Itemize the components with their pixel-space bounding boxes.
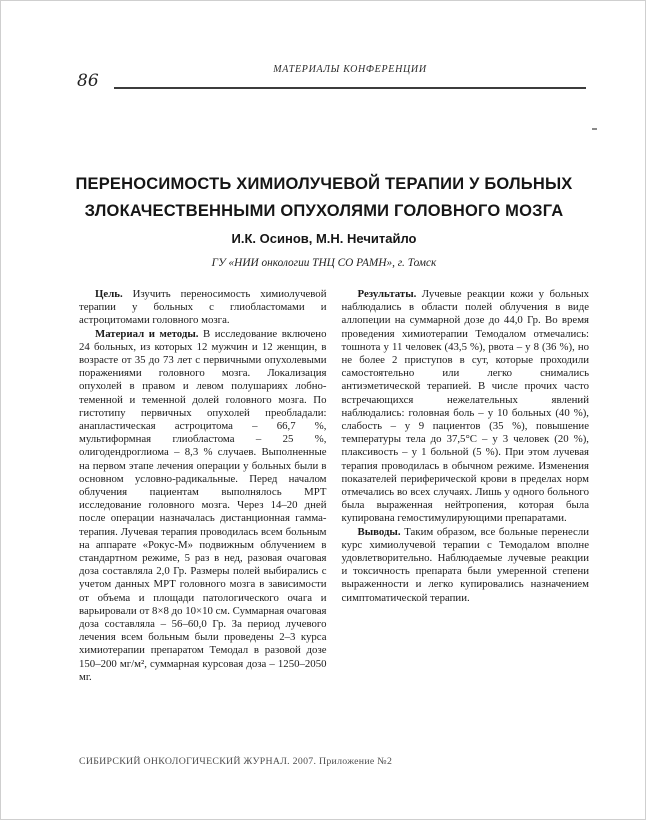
paragraph-conclusions [342, 526, 590, 605]
paragraph-goal-text: Изучить переносимость химиолучевой терапии у больных с глиобластомами и астроцитомами головного мозга. [79, 288, 327, 327]
scan-artifact-mark [592, 128, 597, 130]
article-body [79, 288, 589, 686]
paragraph-goal-lead: Цель. [95, 288, 123, 300]
article-affiliation: ГУ «НИИ онкологии ТНЦ СО РАМН», г. Томск [211, 257, 437, 269]
paragraph-conclusions-lead: Выводы. [357, 525, 401, 538]
paragraph-results [342, 288, 590, 526]
paragraph-results-text: Лучевые реакции кожи у больных наблюдались в области полей облучения в виде аллопеции на суммарной дозе до 44,0 Гр. Во время проведения химиотерапии Темодалом отмечались: тошнота у 11 человек (43,5 %), рвота – у 8 (36 %), но не более 2 приступов в сут, которые проходили самостоятельно или легко снимались антиэметической терапией. В числе прочих часто встречающихся нежелательных явлений наблюдались: головная боль – у 10 больных (40 %), слабость – у 9 пациентов (35 %), повышение температуры тела до 37,5°C – у 3 человек (20 %), плаксивость – у 1 больной (5 %). При этом лучевая терапия проводилась в обычном режиме. Изменения показателей периферической крови в пределах норм отмечались во всех случаях. Лишь у одного больного была выраженная нейтропения, которая была купирована гемостимулирующими препаратами. [341, 288, 589, 525]
paragraph-materials-methods-lead: Материал и методы. [95, 327, 199, 340]
paragraph-conclusions-text: Таким образом, все больные перенесли курс химиолучевой терапии с Темодалом вполне удовлетворительно. Наблюдаемые лучевые реакции и токсичность препарата были умеренной степени выраженности и легко купировались назначением симптоматической терапии. [341, 525, 589, 604]
journal-footer: СИБИРСКИЙ ОНКОЛОГИЧЕСКИЙ ЖУРНАЛ. 2007. Приложение №2 [79, 756, 393, 767]
header-rule [114, 87, 586, 89]
article-authors: И.К. Осинов, М.Н. Нечитайло [231, 231, 417, 246]
article-title-line-2: ЗЛОКАЧЕСТВЕННЫМИ ОПУХОЛЯМИ ГОЛОВНОГО МОЗГА [84, 202, 564, 220]
paragraph-results-lead: Результаты. [357, 288, 417, 300]
running-head: МАТЕРИАЛЫ КОНФЕРЕНЦИИ [273, 64, 427, 75]
paragraph-materials-methods [79, 328, 327, 684]
article-title-line-1: ПЕРЕНОСИМОСТЬ ХИМИОЛУЧЕВОЙ ТЕРАПИИ У БОЛЬНЫХ [75, 175, 573, 193]
page-number: 86 [77, 71, 99, 91]
paragraph-goal [79, 288, 327, 328]
paragraph-materials-methods-text: В исследование включено 24 больных, из которых 12 мужчин и 12 женщин, в возрасте от 35 до 73 лет с первичными опухолевыми поражениями головного мозга. Локализация опухолей в правом и левом полушариях лобно-теменной и теменной долей головного мозга. По гистотипу первичных опухолей преобладали: анапластическая астроцитома – 66,7 %, мультиформная глиобластома – 25 %, олигодендроглиома – 8,3 % случаев. Выполненные на первом этапе лечения операции у больных были в основном условно-радикальные. Перед началом облучения пациентам выполнялось МРТ исследование головного мозга. Через 14–20 дней после операции назначалась дистанционная гамма-терапия. Лучевая терапия проводилась всем больным на аппарате «Рокус-М» подвижным облучением в стандартном режиме, 5 раз в нед, разовая очаговая доза составляла 2,0 Гр. Размеры полей выбирались с учетом данных МРТ головного мозга в зависимости от объема и площади патологического очага и варьировали от 8×8 до 10×10 см. Суммарная очаговая доза составляла – 56–60,0 Гр. За период лучевого лечения всем больным были проведены 2–3 курса химиотерапии препаратом Темодал в разовой дозе 150–200 мг/м², суммарная курсовая доза – 1250–2050 мг. [79, 327, 327, 683]
article-title [61, 171, 587, 225]
